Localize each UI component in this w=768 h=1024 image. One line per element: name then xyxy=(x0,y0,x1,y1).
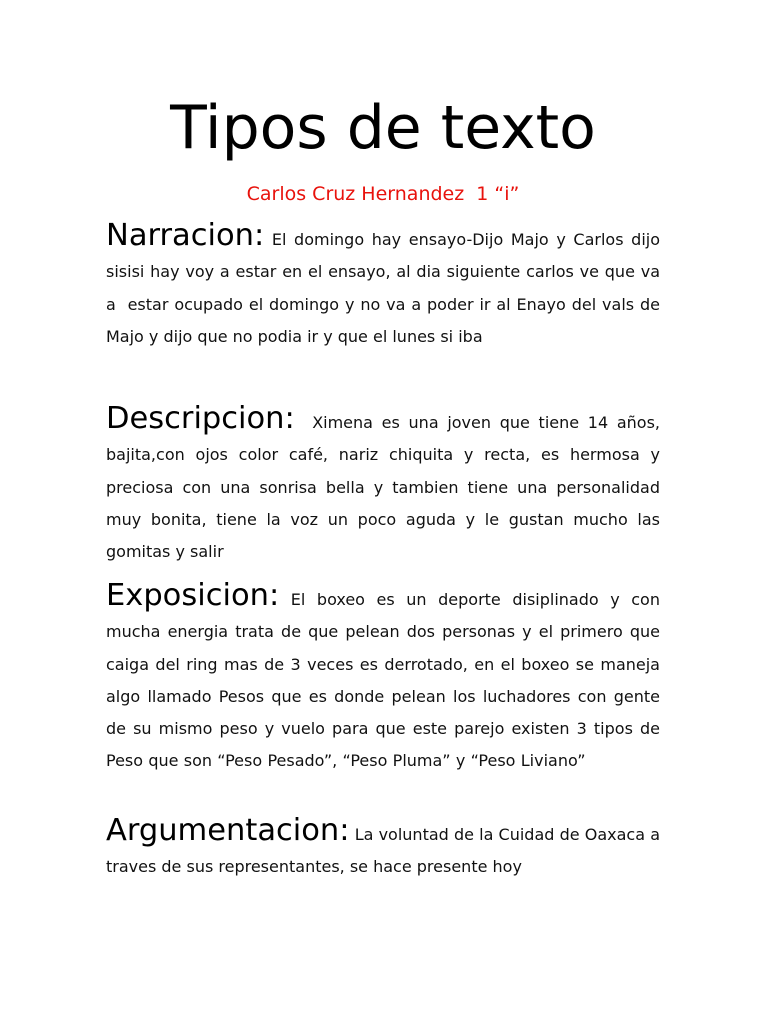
section-narracion xyxy=(106,218,666,353)
section-text: El domingo hay ensayo-Dijo Majo y Carlos dijo sisisi hay voy a estar en el ensayo, al dia siguiente carlos ve que va a estar ocupado el domingo y no va a poder ir al Enayo del vals de Majo y dijo que no podia ir y que el lunes si iba xyxy=(106,230,666,346)
section-text: El boxeo es un deporte disiplinado y con mucha energia trata de que pelean dos personas y el primero que caiga del ring mas de 3 veces es derrotado, en el boxeo se maneja algo llamado Pesos que es donde pelean los luchadores con gente de su mismo peso y vuelo para que este parejo existen 3 tipos de Peso que son “Peso Pesado”, “Peso Pluma” y “Peso Liviano” xyxy=(106,590,666,771)
section-argumentacion xyxy=(106,813,666,884)
document-title: Tipos de texto xyxy=(170,93,596,163)
author-line: Carlos Cruz Hernandez 1 “i” xyxy=(246,183,520,205)
section-exposicion xyxy=(106,578,666,778)
section-heading: Argumentacion: xyxy=(106,813,350,848)
section-heading: Descripcion: xyxy=(106,401,295,436)
section-text: La voluntad de la Cuidad de Oaxaca a traves de sus representantes, se hace presente hoy xyxy=(106,825,666,877)
section-heading: Exposicion: xyxy=(106,578,280,613)
section-heading: Narracion: xyxy=(106,218,265,253)
section-descripcion xyxy=(106,401,666,568)
section-text: Ximena es una joven que tiene 14 años, bajita,con ojos color café, nariz chiquita y recta, es hermosa y preciosa con una sonrisa bella y tambien tiene una personalidad muy bonita, tiene la voz un poco aguda y le gustan mucho las gomitas y salir xyxy=(106,413,666,562)
